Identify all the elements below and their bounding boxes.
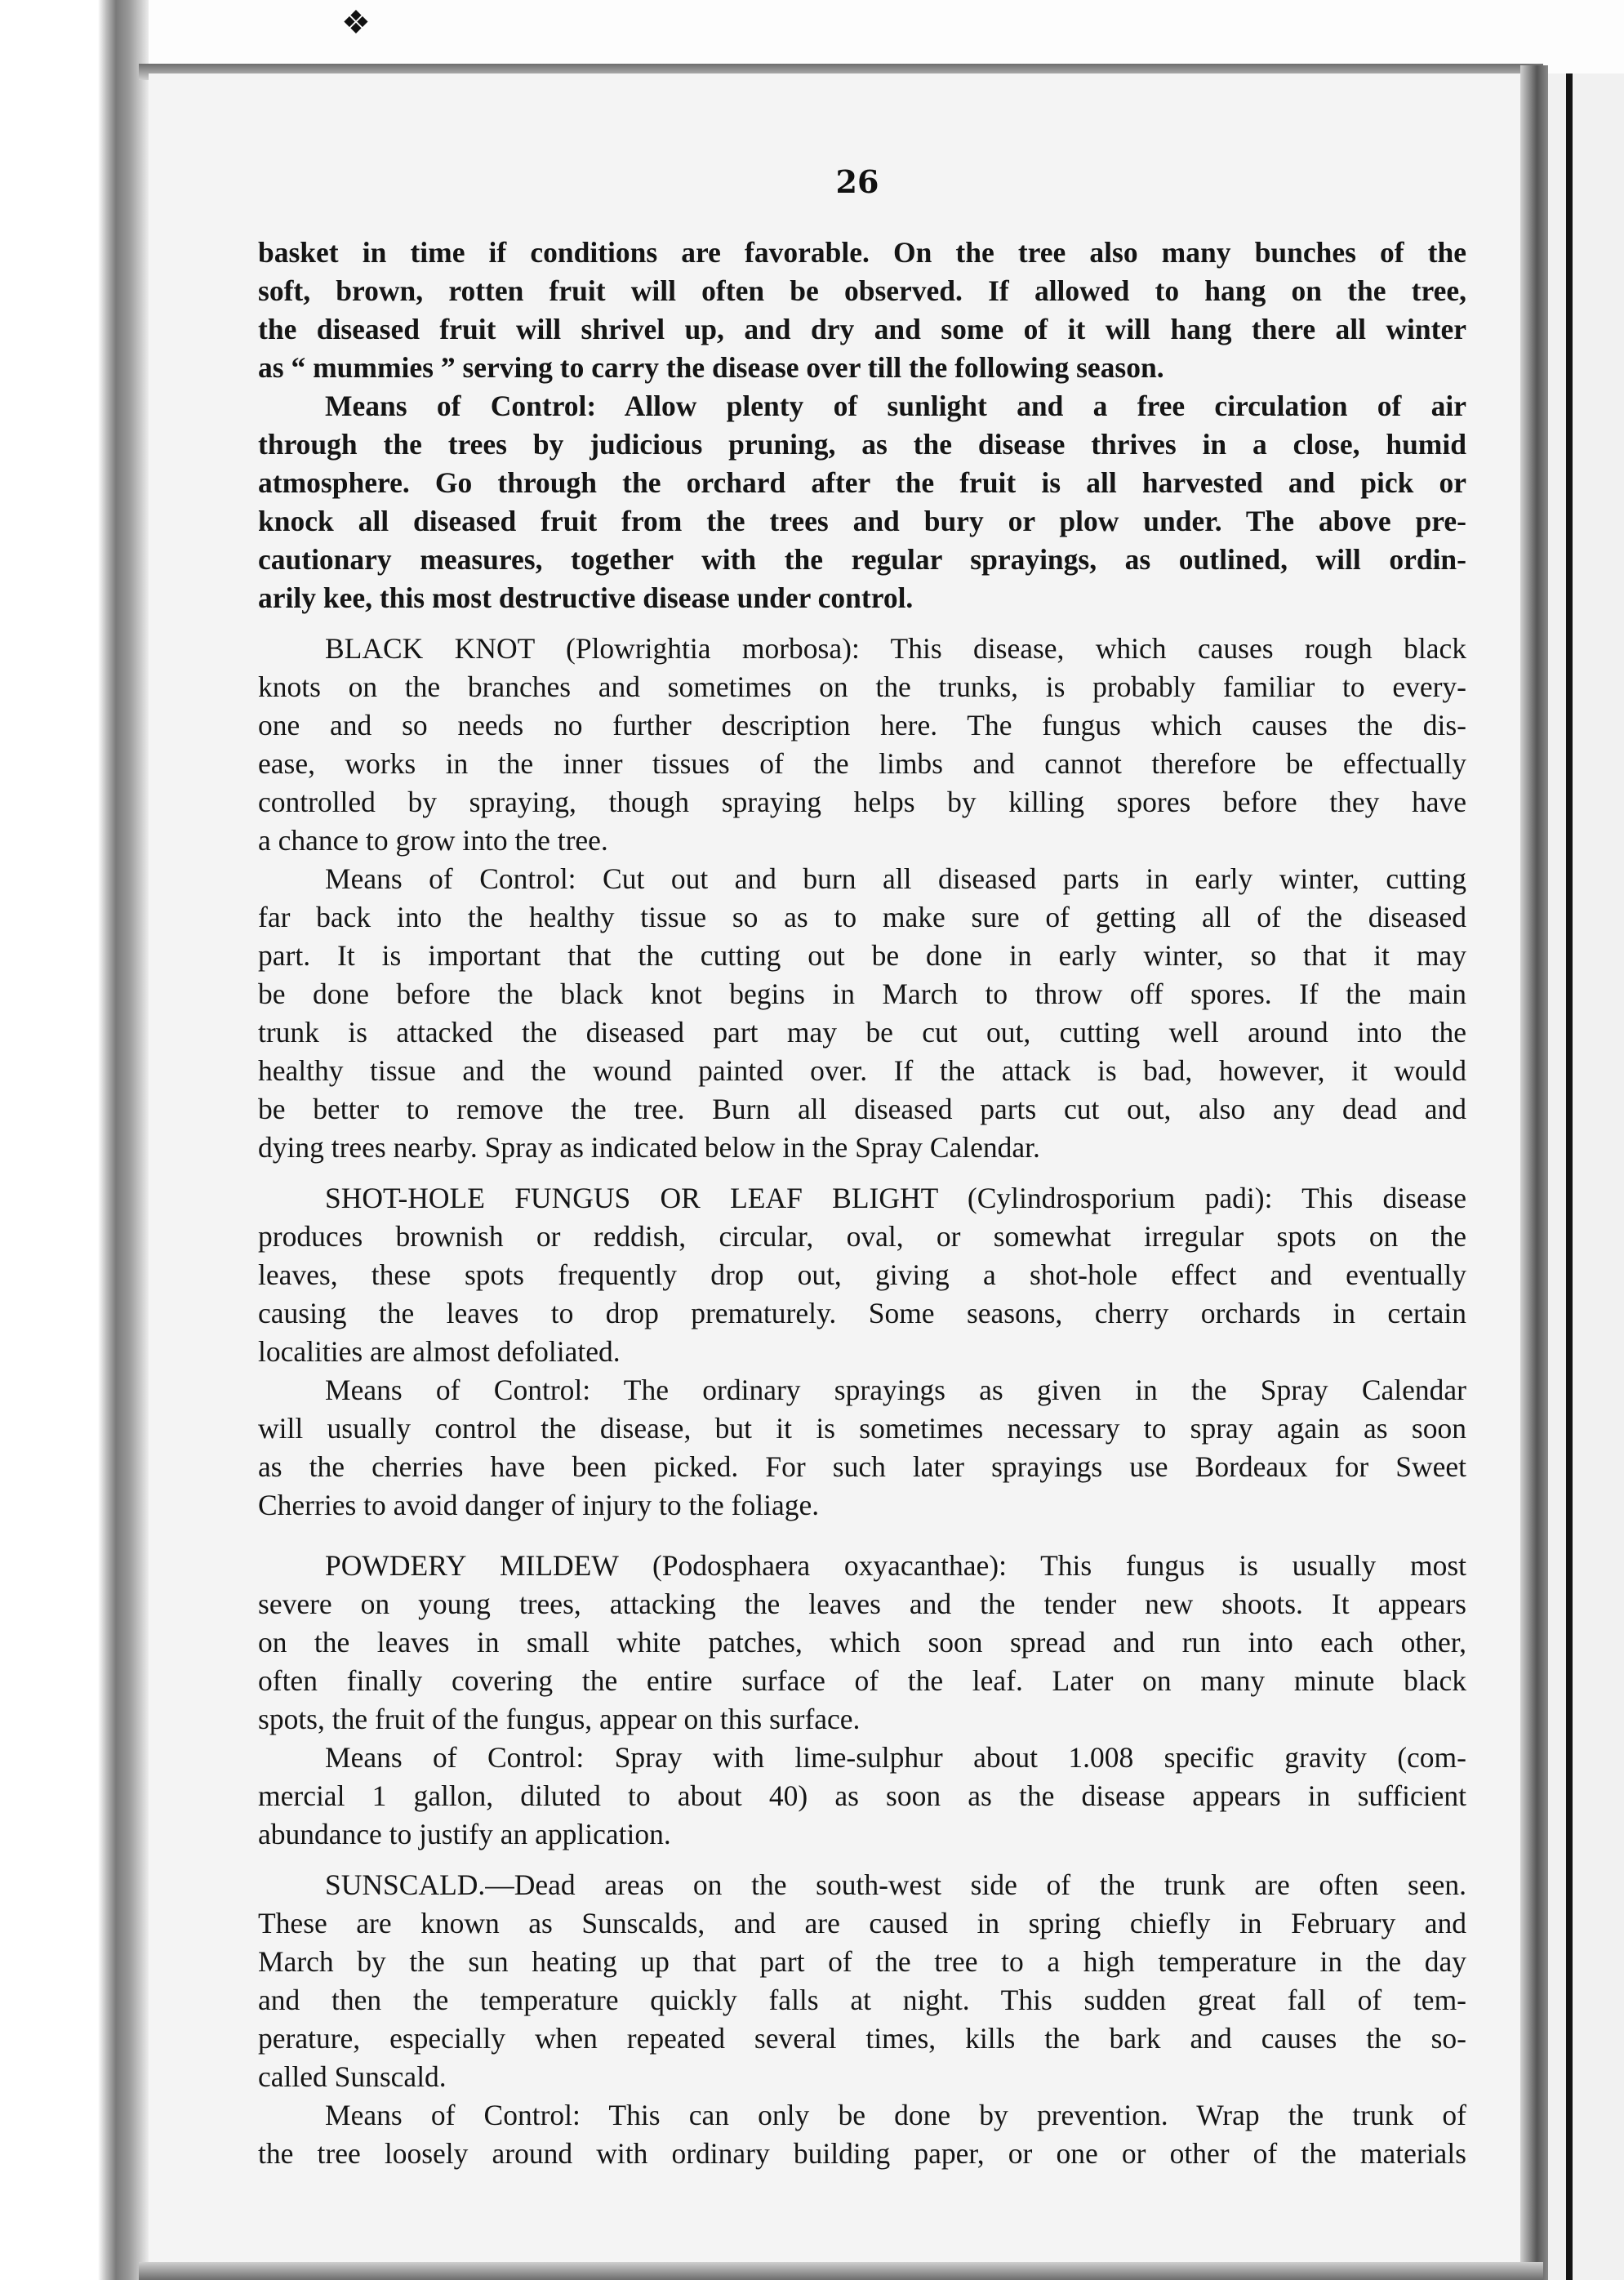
text-line-45: and then the temperature quickly falls at night. This sudden great fall of tem-	[258, 1984, 1466, 2016]
text-line-8: knock all diseased fruit from the trees and bury or plow under. The above pre-	[258, 505, 1466, 537]
text-line-2: soft, brown, rotten fruit will often be observed. If allowed to hang on the tree,	[258, 274, 1466, 307]
text-line-35: severe on young trees, attacking the leaves and the tender new shoots. It appears	[258, 1588, 1466, 1620]
text-line-16: a chance to grow into the tree.	[258, 824, 608, 857]
text-line-18: far back into the healthy tissue so as to make sure of getting all of the diseased	[258, 901, 1466, 933]
text-line-24: dying trees nearby. Spray as indicated below in the Spray Calendar.	[258, 1131, 1040, 1164]
text-line-31: will usually control the disease, but it is sometimes necessary to spray again as soon	[258, 1412, 1466, 1445]
text-line-38: spots, the fruit of the fungus, appear on this surface.	[258, 1703, 861, 1735]
gutter-shadow	[1520, 65, 1548, 2280]
text-line-3: the diseased fruit will shrivel up, and dry and some of it will hang there all winter	[258, 313, 1466, 345]
text-line-30: Means of Control: The ordinary sprayings as given in the Spray Calendar	[325, 1374, 1466, 1406]
text-line-7: atmosphere. Go through the orchard after the fruit is all harvested and pick or	[258, 466, 1466, 499]
text-line-12: knots on the branches and sometimes on the trunks, is probably familiar to every-	[258, 670, 1466, 703]
text-line-32: as the cherries have been picked. For such later sprayings use Bordeaux for Sweet	[258, 1450, 1466, 1483]
bottom-page-edge	[139, 2262, 1543, 2280]
next-page-rule	[1566, 73, 1573, 2280]
text-line-21: trunk is attacked the diseased part may be cut out, cutting well around into the	[258, 1016, 1466, 1049]
text-line-25: SHOT-HOLE FUNGUS OR LEAF BLIGHT (Cylindrosporium padi): This disease	[325, 1182, 1466, 1214]
text-line-48: Means of Control: This can only be done by prevention. Wrap the trunk of	[325, 2099, 1466, 2131]
text-line-6: through the trees by judicious pruning, as the disease thrives in a close, humid	[258, 428, 1466, 461]
text-line-41: abundance to justify an application.	[258, 1818, 671, 1850]
text-line-23: be better to remove the tree. Burn all diseased parts cut out, also any dead and	[258, 1093, 1466, 1125]
text-line-40: mercial 1 gallon, diluted to about 40) as soon as the disease appears in sufficient	[258, 1779, 1466, 1812]
text-line-26: produces brownish or reddish, circular, oval, or somewhat irregular spots on the	[258, 1220, 1466, 1253]
next-page-strip	[1548, 73, 1624, 2280]
text-line-14: ease, works in the inner tissues of the limbs and cannot therefore be effectually	[258, 747, 1466, 780]
text-line-29: localities are almost defoliated.	[258, 1335, 621, 1368]
text-line-5: Means of Control: Allow plenty of sunlight and a free circulation of air	[325, 390, 1466, 422]
text-line-15: controlled by spraying, though spraying helps by killing spores before they have	[258, 786, 1466, 818]
left-page-edge	[0, 0, 149, 2280]
text-line-20: be done before the black knot begins in March to throw off spores. If the main	[258, 977, 1466, 1010]
text-line-1: basket in time if conditions are favorable. On the tree also many bunches of the	[258, 236, 1466, 269]
text-line-39: Means of Control: Spray with lime-sulphur about 1.008 specific gravity (com-	[325, 1741, 1466, 1774]
text-line-13: one and so needs no further description here. The fungus which causes the dis-	[258, 709, 1466, 741]
text-line-44: March by the sun heating up that part of the tree to a high temperature in the day	[258, 1945, 1466, 1978]
text-line-27: leaves, these spots frequently drop out, giving a shot-hole effect and eventually	[258, 1258, 1466, 1291]
text-line-43: These are known as Sunscalds, and are caused in spring chiefly in February and	[258, 1907, 1466, 1939]
text-line-11: BLACK KNOT (Plowrightia morbosa): This disease, which causes rough black	[325, 632, 1466, 665]
text-line-22: healthy tissue and the wound painted over. If the attack is bad, however, it would	[258, 1054, 1466, 1087]
text-line-10: arily kee, this most destructive disease under control.	[258, 581, 914, 614]
text-line-17: Means of Control: Cut out and burn all diseased parts in early winter, cutting	[325, 862, 1466, 895]
text-line-42: SUNSCALD.—Dead areas on the south-west side of the trunk are often seen.	[325, 1868, 1466, 1901]
text-line-49: the tree loosely around with ordinary building paper, or one or other of the materials	[258, 2137, 1466, 2170]
text-line-19: part. It is important that the cutting out be done in early winter, so that it may	[258, 939, 1466, 972]
text-line-28: causing the leaves to drop prematurely. Some seasons, cherry orchards in certain	[258, 1297, 1466, 1329]
text-line-37: often finally covering the entire surface of the leaf. Later on many minute black	[258, 1664, 1466, 1697]
text-line-47: called Sunscald.	[258, 2060, 447, 2093]
text-line-4: as “ mummies ” serving to carry the disease over till the following season.	[258, 351, 1164, 384]
text-line-34: POWDERY MILDEW (Podosphaera oxyacanthae): This fungus is usually most	[325, 1549, 1466, 1582]
text-line-36: on the leaves in small white patches, which soon spread and run into each other,	[258, 1626, 1466, 1659]
text-line-9: cautionary measures, together with the regular sprayings, as outlined, will ordin-	[258, 543, 1466, 576]
scan-speck: ❖	[341, 4, 371, 42]
text-line-33: Cherries to avoid danger of injury to the foliage.	[258, 1489, 820, 1521]
page-number: 26	[835, 163, 879, 200]
text-line-46: perature, especially when repeated several times, kills the bark and causes the so-	[258, 2022, 1466, 2055]
